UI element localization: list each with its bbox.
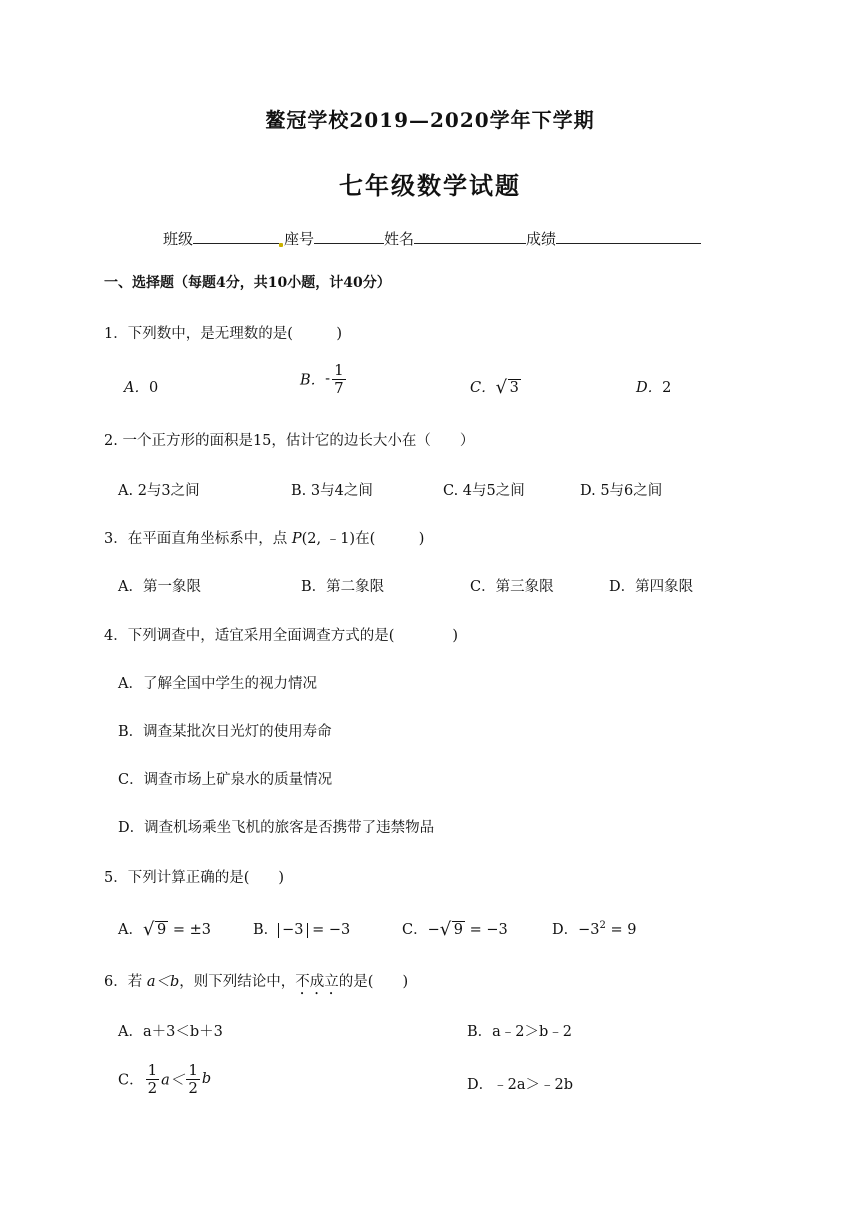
power-base: −3 <box>578 922 600 938</box>
option-label: D． <box>636 380 663 396</box>
q2-option-c: C. 4与5之间 <box>443 483 525 499</box>
q6-option-b: B．a﹣2＞b﹣2 <box>467 1024 573 1040</box>
q4-option-d: D．调查机场乘坐飞机的旅客是否携带了违禁物品 <box>118 820 435 836</box>
variable: a＜ <box>161 1072 185 1089</box>
score-blank[interactable] <box>556 229 701 244</box>
q5-option-d <box>552 918 636 939</box>
q3-option-b: B．第二象限 <box>301 579 385 595</box>
q2-option-a: A. 2与3之间 <box>118 483 200 499</box>
question-2-stem: 2. 一个正方形的面积是15，估计它的边长大小在（ ） <box>104 433 475 449</box>
minus-sign: − <box>427 922 440 938</box>
stem-text: (2, ﹣1)在( ) <box>301 531 425 547</box>
radicand: 9 <box>453 922 463 938</box>
seat-label: 座号 <box>284 230 315 248</box>
q6-option-d: D．﹣2a＞﹣2b <box>467 1077 574 1093</box>
option-value: 0 <box>148 380 159 396</box>
option-label: C． <box>402 922 428 938</box>
question-6-stem <box>104 970 408 998</box>
q3-option-d: D．第四象限 <box>609 579 694 595</box>
name-blank[interactable] <box>414 229 526 244</box>
numerator: 1 <box>147 1061 158 1079</box>
q1-option-a <box>124 376 158 397</box>
class-label: 班级 <box>163 230 194 248</box>
radical-sign: √ <box>495 377 508 398</box>
fraction <box>146 1062 160 1096</box>
stem-text: ，则下列结论中， <box>179 974 296 990</box>
q4-option-b: B．调查某批次日光灯的使用寿命 <box>118 724 332 740</box>
denominator: 2 <box>188 1078 198 1097</box>
denominator: 7 <box>334 378 344 397</box>
q6-option-c <box>118 1062 211 1096</box>
equation-rest: = −3 <box>465 922 508 938</box>
option-label: B． <box>300 372 326 389</box>
student-info-line <box>163 228 701 249</box>
fraction <box>186 1062 200 1096</box>
point-name: P <box>291 531 302 547</box>
option-label: C． <box>470 380 496 396</box>
option-label: A． <box>124 380 149 396</box>
option-label: B． <box>253 922 279 938</box>
fraction <box>332 362 346 396</box>
denominator: 2 <box>147 1078 158 1097</box>
q1-option-b <box>300 362 348 396</box>
q1-option-d <box>636 376 671 397</box>
section-heading: 一、选择题（每题4分，共10小题，计40分） <box>104 275 391 291</box>
variable: b <box>201 1071 212 1087</box>
marker-dot <box>279 243 283 247</box>
square-root <box>439 919 465 940</box>
question-5-stem: 5．下列计算正确的是( ) <box>104 870 285 886</box>
radicand: 3 <box>509 380 519 396</box>
condition: a＜b <box>146 974 180 990</box>
q3-option-c: C．第三象限 <box>470 579 554 595</box>
q5-option-b <box>253 918 350 939</box>
equation-rest: = −3 <box>307 922 351 938</box>
q5-option-a <box>118 918 211 939</box>
seat-blank[interactable] <box>314 229 384 244</box>
square-root <box>495 377 521 398</box>
q5-option-c <box>402 918 508 939</box>
absolute-value: −3 <box>278 923 307 938</box>
class-blank[interactable] <box>193 229 279 244</box>
option-label: A． <box>118 922 143 938</box>
emphasized-text: 不成立 <box>295 974 339 990</box>
stem-text: 3．在平面直角坐标系中，点 <box>104 531 292 547</box>
radical-sign: √ <box>439 919 452 940</box>
stem-text: 的是( ) <box>338 974 409 990</box>
stem-text: 6．若 <box>104 974 147 990</box>
option-label: D． <box>552 922 579 938</box>
square-root <box>142 919 168 940</box>
name-label: 姓名 <box>384 230 415 248</box>
option-label: C． <box>118 1072 144 1089</box>
option-value: 2 <box>662 380 672 396</box>
question-3-stem <box>104 527 424 548</box>
q4-option-c: C．调查市场上矿泉水的质量情况 <box>118 772 333 788</box>
score-label: 成绩 <box>526 230 557 248</box>
question-4-stem: 4．下列调查中，适宜采用全面调查方式的是( ) <box>104 628 459 644</box>
radicand: 9 <box>156 922 167 938</box>
equation-rest: = 9 <box>605 922 637 938</box>
school-title: 鳌冠学校2019—2020学年下学期 <box>265 108 595 132</box>
exponent: 2 <box>599 920 606 932</box>
radical-sign: √ <box>142 919 155 940</box>
numerator: 1 <box>334 361 344 379</box>
equation-rest: = ±3 <box>168 922 211 938</box>
minus-sign: - <box>325 371 331 387</box>
exam-title: 七年级数学试题 <box>339 171 521 200</box>
q6-option-a: A．a＋3＜b＋3 <box>118 1024 223 1040</box>
q3-option-a: A．第一象限 <box>118 579 201 595</box>
q1-option-c <box>470 376 521 397</box>
q2-option-b: B. 3与4之间 <box>291 483 373 499</box>
q2-option-d: D. 5与6之间 <box>580 483 663 499</box>
q4-option-a: A．了解全国中学生的视力情况 <box>118 676 317 692</box>
question-1-stem: 1．下列数中，是无理数的是( ) <box>104 326 343 342</box>
numerator: 1 <box>188 1061 198 1079</box>
